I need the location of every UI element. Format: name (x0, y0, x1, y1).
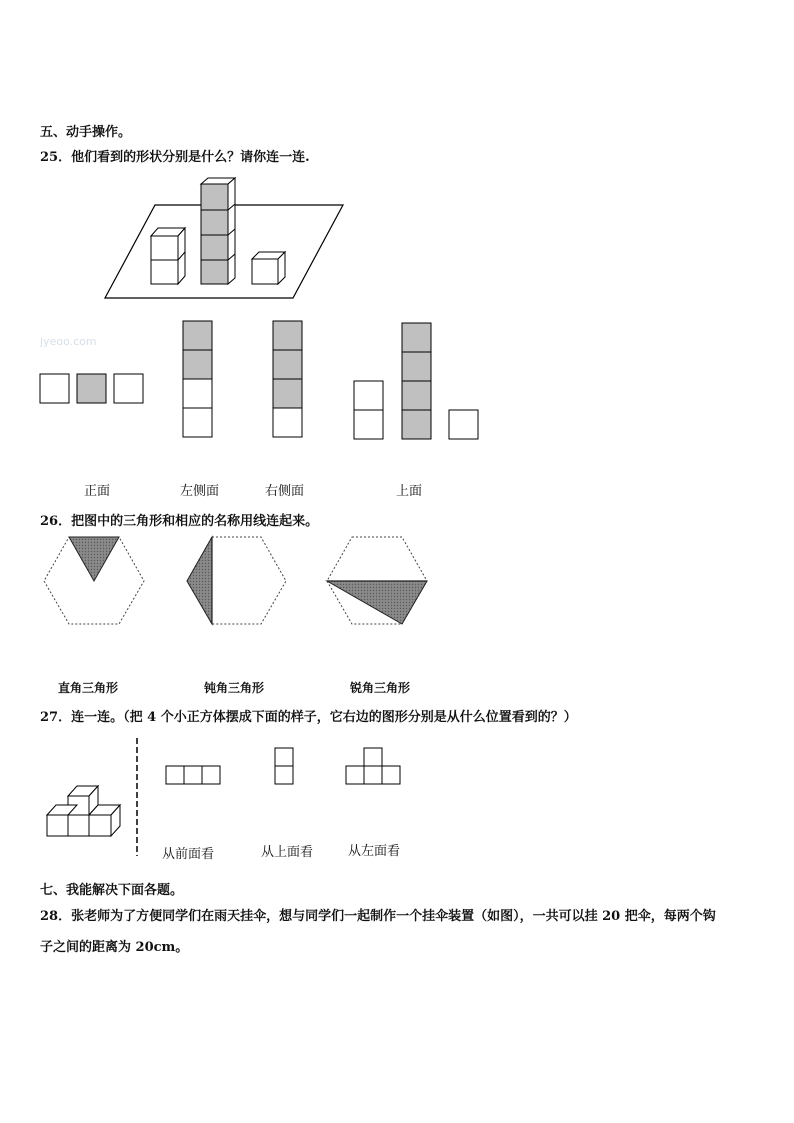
label-front-view: 正面 (84, 484, 111, 499)
question-28-text-line2: 子之间的距离为 20cm。 (40, 940, 189, 955)
label-from-top: 从上面看 (261, 845, 314, 860)
label-right-side-view: 右侧面 (265, 484, 305, 499)
question-26-text: 26．把图中的三角形和相应的名称用线连起来。 (40, 514, 319, 529)
section-5-heading: 五、动手操作。 (40, 125, 132, 140)
label-left-side-view: 左侧面 (180, 484, 220, 499)
cube-arrangement-figure (0, 0, 794, 320)
label-from-front: 从前面看 (162, 847, 215, 862)
label-right-triangle: 直角三角形 (58, 681, 119, 695)
section-7-heading: 七、我能解决下面各题。 (40, 883, 184, 898)
question-28-text-line1: 28．张老师为了方便同学们在雨天挂伞，想与同学们一起制作一个挂伞装置（如图），一共可以挂 20 把伞，每两个钩 (40, 909, 716, 924)
watermark-text: jyeoo.com (40, 335, 97, 348)
question-25-text: 25．他们看到的形状分别是什么？请你连一连. (40, 150, 310, 165)
label-top-view: 上面 (396, 484, 423, 499)
hexagon-triangles-figure (0, 520, 794, 640)
view-options-figure (0, 300, 794, 450)
question-27-text: 27．连一连。（把 4 个小正方体摆成下面的样子，它右边的图形分别是从什么位置看到的？） (40, 710, 577, 725)
label-acute-triangle: 锐角三角形 (350, 681, 411, 695)
label-obtuse-triangle: 钝角三角形 (204, 681, 265, 695)
label-from-left: 从左面看 (348, 844, 401, 859)
